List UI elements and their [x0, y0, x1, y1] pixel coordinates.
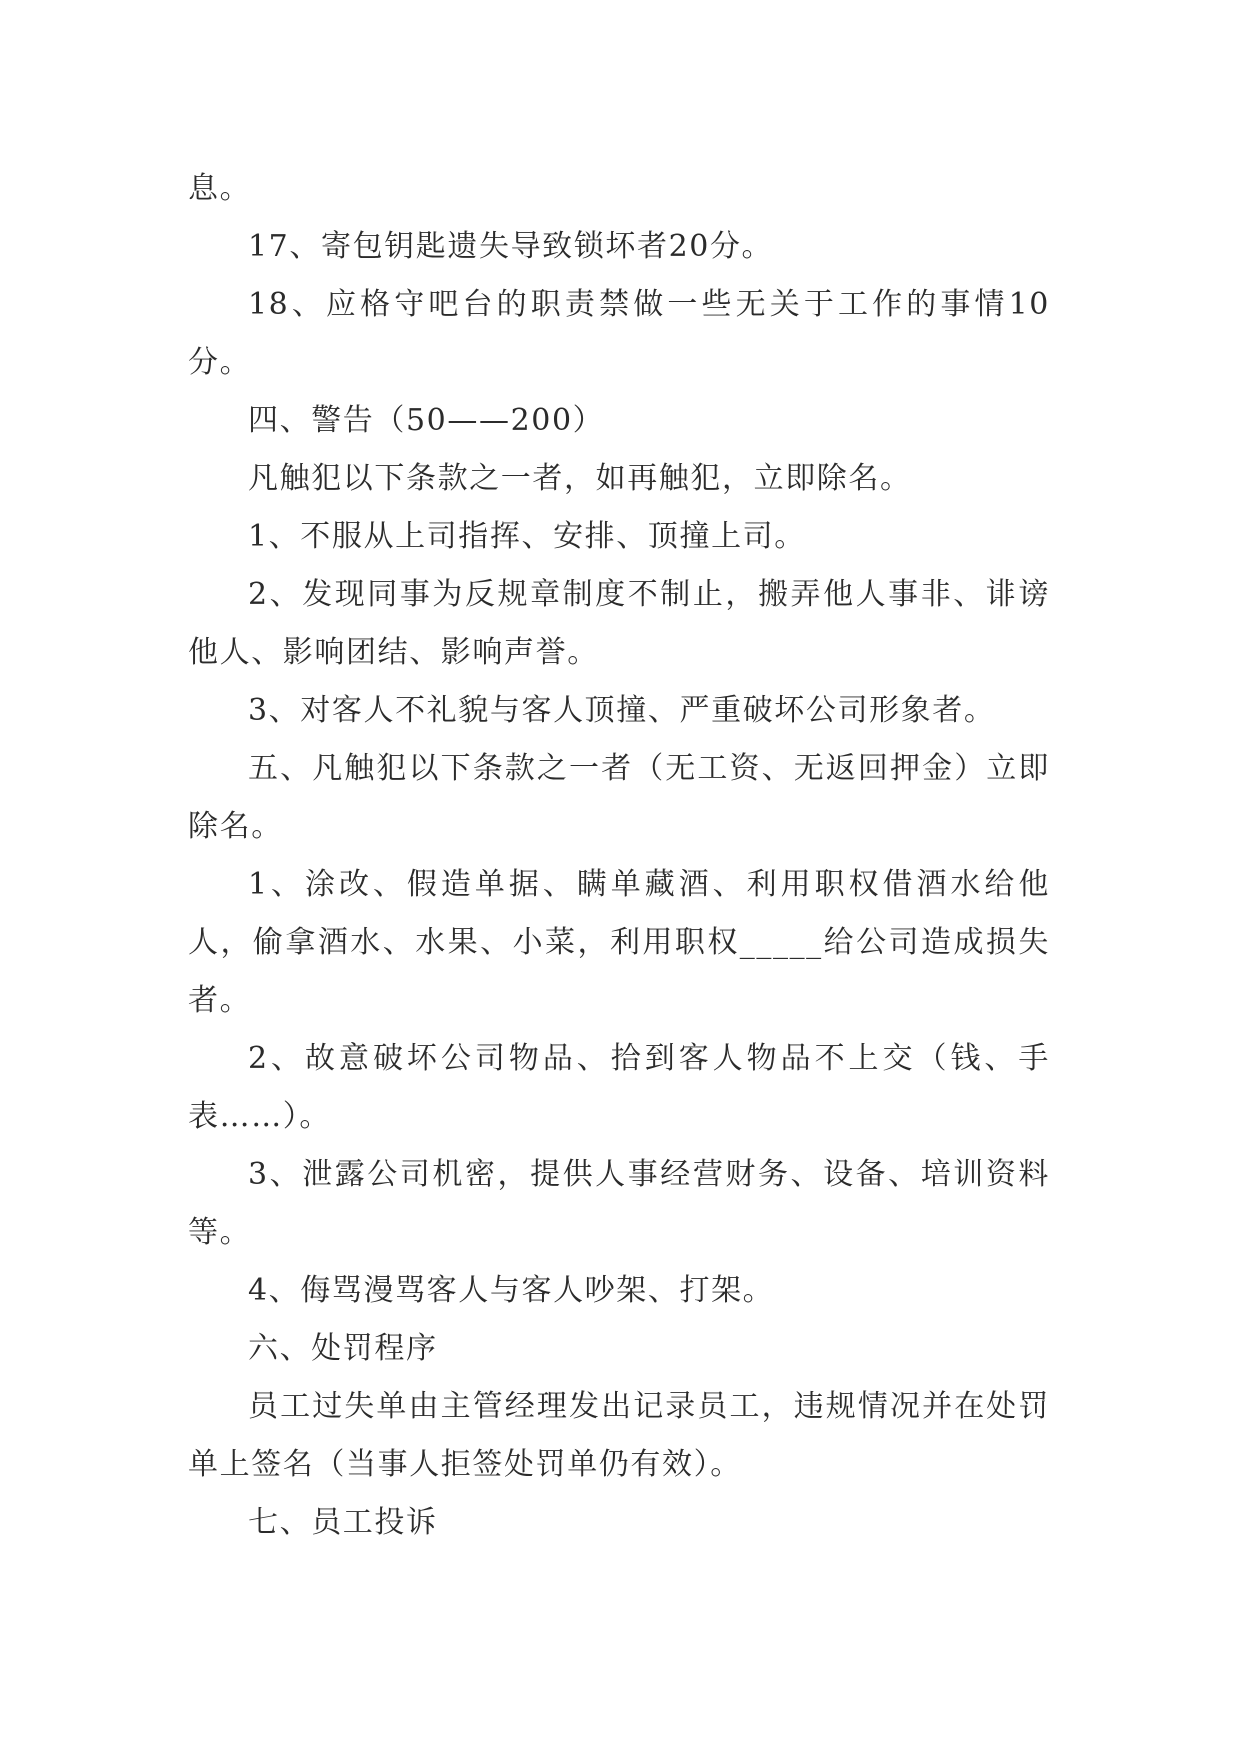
paragraph-warning-intro: 凡触犯以下条款之一者，如再触犯，立即除名。 — [248, 461, 912, 496]
paragraph-item-17: 17、寄包钥匙遗失导致锁坏者20分。 — [248, 229, 774, 264]
section-heading-warning: 四、警告（50——200） — [248, 403, 605, 438]
paragraph-warning-item-2: 2、发现同事为反规章制度不制止，搬弄他人事非、诽谤他人、影响团结、影响声誉。 — [188, 577, 1050, 670]
paragraph-dismissal-item-1: 1、涂改、假造单据、瞒单藏酒、利用职权借酒水给他人，偷拿酒水、水果、小菜，利用职权_____给公司造成损失者。 — [188, 867, 1050, 1018]
paragraph-dismissal-item-4: 4、侮骂漫骂客人与客人吵架、打架。 — [248, 1273, 775, 1308]
section-heading-dismissal: 五、凡触犯以下条款之一者（无工资、无返回押金）立即除名。 — [188, 751, 1050, 844]
paragraph-dismissal-item-3: 3、泄露公司机密，提供人事经营财务、设备、培训资料等。 — [188, 1157, 1050, 1250]
section-heading-complaints: 七、员工投诉 — [248, 1505, 438, 1540]
document-body — [188, 160, 1050, 1552]
paragraph-item-18: 18、应格守吧台的职责禁做一些无关于工作的事情10分。 — [188, 287, 1050, 380]
paragraph-warning-item-3: 3、对客人不礼貌与客人顶撞、严重破坏公司形象者。 — [248, 693, 996, 728]
paragraph-procedure: 员工过失单由主管经理发出记录员工，违规情况并在处罚单上签名（当事人拒签处罚单仍有效）。 — [188, 1389, 1050, 1482]
paragraph-warning-item-1: 1、不服从上司指挥、安排、顶撞上司。 — [248, 519, 806, 554]
paragraph-dismissal-item-2: 2、故意破坏公司物品、拾到客人物品不上交（钱、手表……）。 — [188, 1041, 1050, 1134]
paragraph-continuation: 息。 — [188, 171, 252, 206]
section-heading-procedure: 六、处罚程序 — [248, 1331, 438, 1366]
